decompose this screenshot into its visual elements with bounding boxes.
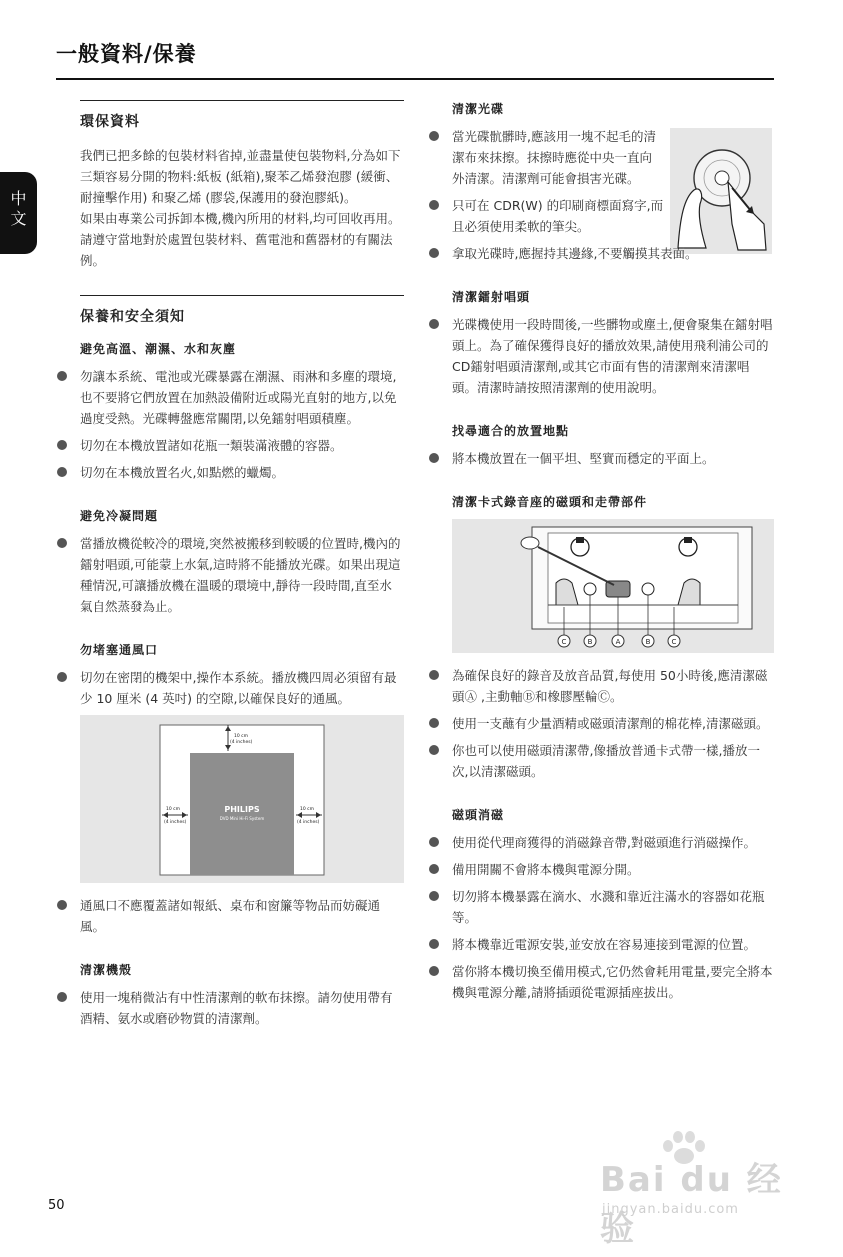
page-title: 一般資料/保養 — [56, 42, 197, 66]
vent-bullet-2: 通風口不應覆蓋諸如報紙、桌布和窗簾等物品而妨礙通風。 — [56, 895, 404, 937]
cd-cleaning-figure — [670, 128, 772, 254]
cassette-bullet-1: 為確保良好的錄音及放音品質,每使用 50小時後,應清潔磁頭Ⓐ ,主動軸Ⓑ和橡膠壓輪Ⓒ。 — [428, 665, 774, 707]
player-unit-illustration — [190, 753, 294, 875]
page-number: 50 — [48, 1198, 65, 1213]
vent-bullet-1: 切勿在密閉的機架中,操作本系統。播放機四周必須留有最少 10 厘米 (4 英吋) 的空隙,以確保良好的通風。 — [56, 667, 404, 709]
title-rule — [56, 78, 774, 80]
location-bullet-1: 將本機放置在一個平坦、堅實而穩定的平面上。 — [428, 448, 774, 469]
label-c-right: C — [671, 638, 677, 646]
philips-logo: PHILIPS — [224, 805, 260, 814]
model-label: DVD Mini Hi-Fi System — [219, 816, 265, 821]
heat-bullet-1: 勿讓本系統、電池或光碟暴露在潮濕、雨淋和多塵的環境,也不要將它們放置在加熱設備附近或陽光直射的地方,以免過度受熱。光碟轉盤應常關閉,以免鐳射唱頭積塵。 — [56, 366, 404, 429]
right-gap-label: 10 cm — [300, 807, 315, 812]
cassette-head-figure — [452, 519, 774, 653]
vent-title: 勿堵塞通風口 — [80, 643, 159, 657]
language-tab — [0, 172, 37, 254]
section-rule — [80, 295, 404, 296]
care-title: 保養和安全須知 — [80, 309, 185, 325]
cassette-title: 清潔卡式錄音座的磁頭和走帶部件 — [452, 495, 648, 509]
top-gap-inches: (4 inches) — [230, 740, 253, 745]
demag-title: 磁頭消磁 — [452, 808, 505, 822]
cd-wipe-illustration — [670, 128, 772, 254]
cassette-bullet-2: 使用一支蘸有少量酒精或磁頭清潔劑的棉花棒,清潔磁頭。 — [428, 713, 774, 734]
env-paragraph-2: 如果由專業公司拆卸本機,機內所用的材料,均可回收再用。請遵守當地對於處置包裝材料、舊電池和舊器材的有關法例。 — [80, 211, 401, 268]
demag-bullet-1: 使用從代理商獲得的消磁錄音帶,對磁頭進行消磁操作。 — [428, 832, 774, 853]
watermark-brand: Bai du 经验 — [600, 1160, 783, 1249]
heat-bullet-3: 切勿在本機放置名火,如點燃的蠟燭。 — [56, 462, 404, 483]
demag-bullet-2: 備用開關不會將本機與電源分開。 — [428, 859, 774, 880]
left-column — [56, 100, 404, 1035]
baidu-watermark — [600, 1130, 800, 1249]
watermark-url: jingyan.baidu.com — [602, 1202, 739, 1217]
right-column — [428, 100, 774, 1009]
heat-bullet-2: 切勿在本機放置諸如花瓶一類裝滿液體的容器。 — [56, 435, 404, 456]
disc-title: 清潔光碟 — [452, 102, 505, 116]
disc-bullet-1: 當光碟骯髒時,應該用一塊不起毛的清潔布來抹擦。抹擦時應從中央一直向外清潔。清潔劑可能會損害光碟。 — [428, 126, 664, 189]
demag-bullet-3: 切勿將本機暴露在滴水、水濺和靠近注滿水的容器如花瓶等。 — [428, 886, 774, 928]
left-gap-label: 10 cm — [166, 807, 181, 812]
disc-bullet-2: 只可在 CDR(W) 的印刷商標面寫字,而且必須使用柔軟的筆尖。 — [428, 195, 664, 237]
section-rule — [80, 100, 404, 101]
label-c-left: C — [561, 638, 567, 646]
laser-bullet-1: 光碟機使用一段時間後,一些髒物或塵土,便會聚集在鐳射唱頭上。為了確保獲得良好的播放效果,請使用飛利浦公司的 CD鐳射唱頭清潔劑,或其它市面有售的清潔劑來清潔唱頭。清潔時請按照清潔劑的使用說明。 — [428, 314, 774, 398]
left-gap-inches: (4 inches) — [164, 820, 187, 825]
label-b-right: B — [645, 638, 651, 646]
disc-block — [428, 126, 774, 264]
language-tab-label: 中文 — [8, 190, 27, 230]
disc-bullet-3: 拿取光碟時,應握持其邊緣,不要觸摸其表面。 — [428, 243, 774, 264]
env-paragraph-1: 我們已把多餘的包裝材料省掉,並盡量使包裝物料,分為如下三類容易分開的物料:紙板 (紙箱),聚苯乙烯發泡膠 (緩衝、耐撞擊作用) 和聚乙烯 (膠袋,保護用的發泡膠紙)。 — [80, 148, 401, 205]
right-gap-inches: (4 inches) — [297, 820, 320, 825]
env-title: 環保資料 — [80, 114, 140, 130]
condensation-title: 避免冷凝問題 — [80, 509, 159, 523]
location-title: 找尋適合的放置地點 — [452, 424, 570, 438]
cassette-bullet-3: 你也可以使用磁頭清潔帶,像播放普通卡式帶一樣,播放一次,以清潔磁頭。 — [428, 740, 774, 782]
condensation-bullet-1: 當播放機從較冷的環境,突然被搬移到較暖的位置時,機內的鐳射唱頭,可能蒙上水氣,這時將不能播放光碟。如果出現這種情況,可讓播放機在溫暖的環境中,靜待一段時間,直至水氣自然蒸發為止。 — [56, 533, 404, 617]
demag-bullet-5: 當你將本機切換至備用模式,它仍然會耗用電量,要完全將本機與電源分離,請將插頭從電源插座拔出。 — [428, 961, 774, 1003]
label-b-left: B — [587, 638, 593, 646]
ventilation-diagram — [80, 715, 404, 883]
housing-bullet-1: 使用一塊稍微沾有中性清潔劑的軟布抹擦。請勿使用帶有酒精、氨水或磨砂物質的清潔劑。 — [56, 987, 404, 1029]
label-a: A — [615, 638, 621, 646]
top-gap-label: 10 cm — [234, 734, 249, 739]
ventilation-figure — [80, 715, 404, 883]
heat-title: 避免高溫、潮濕、水和灰塵 — [80, 342, 237, 356]
laser-title: 清潔鐳射唱頭 — [452, 290, 531, 304]
cotton-swab-tip — [521, 537, 539, 549]
housing-title: 清潔機殼 — [80, 963, 133, 977]
cassette-head-diagram — [452, 519, 774, 653]
demag-bullet-4: 將本機靠近電源安裝,並安放在容易連接到電源的位置。 — [428, 934, 774, 955]
